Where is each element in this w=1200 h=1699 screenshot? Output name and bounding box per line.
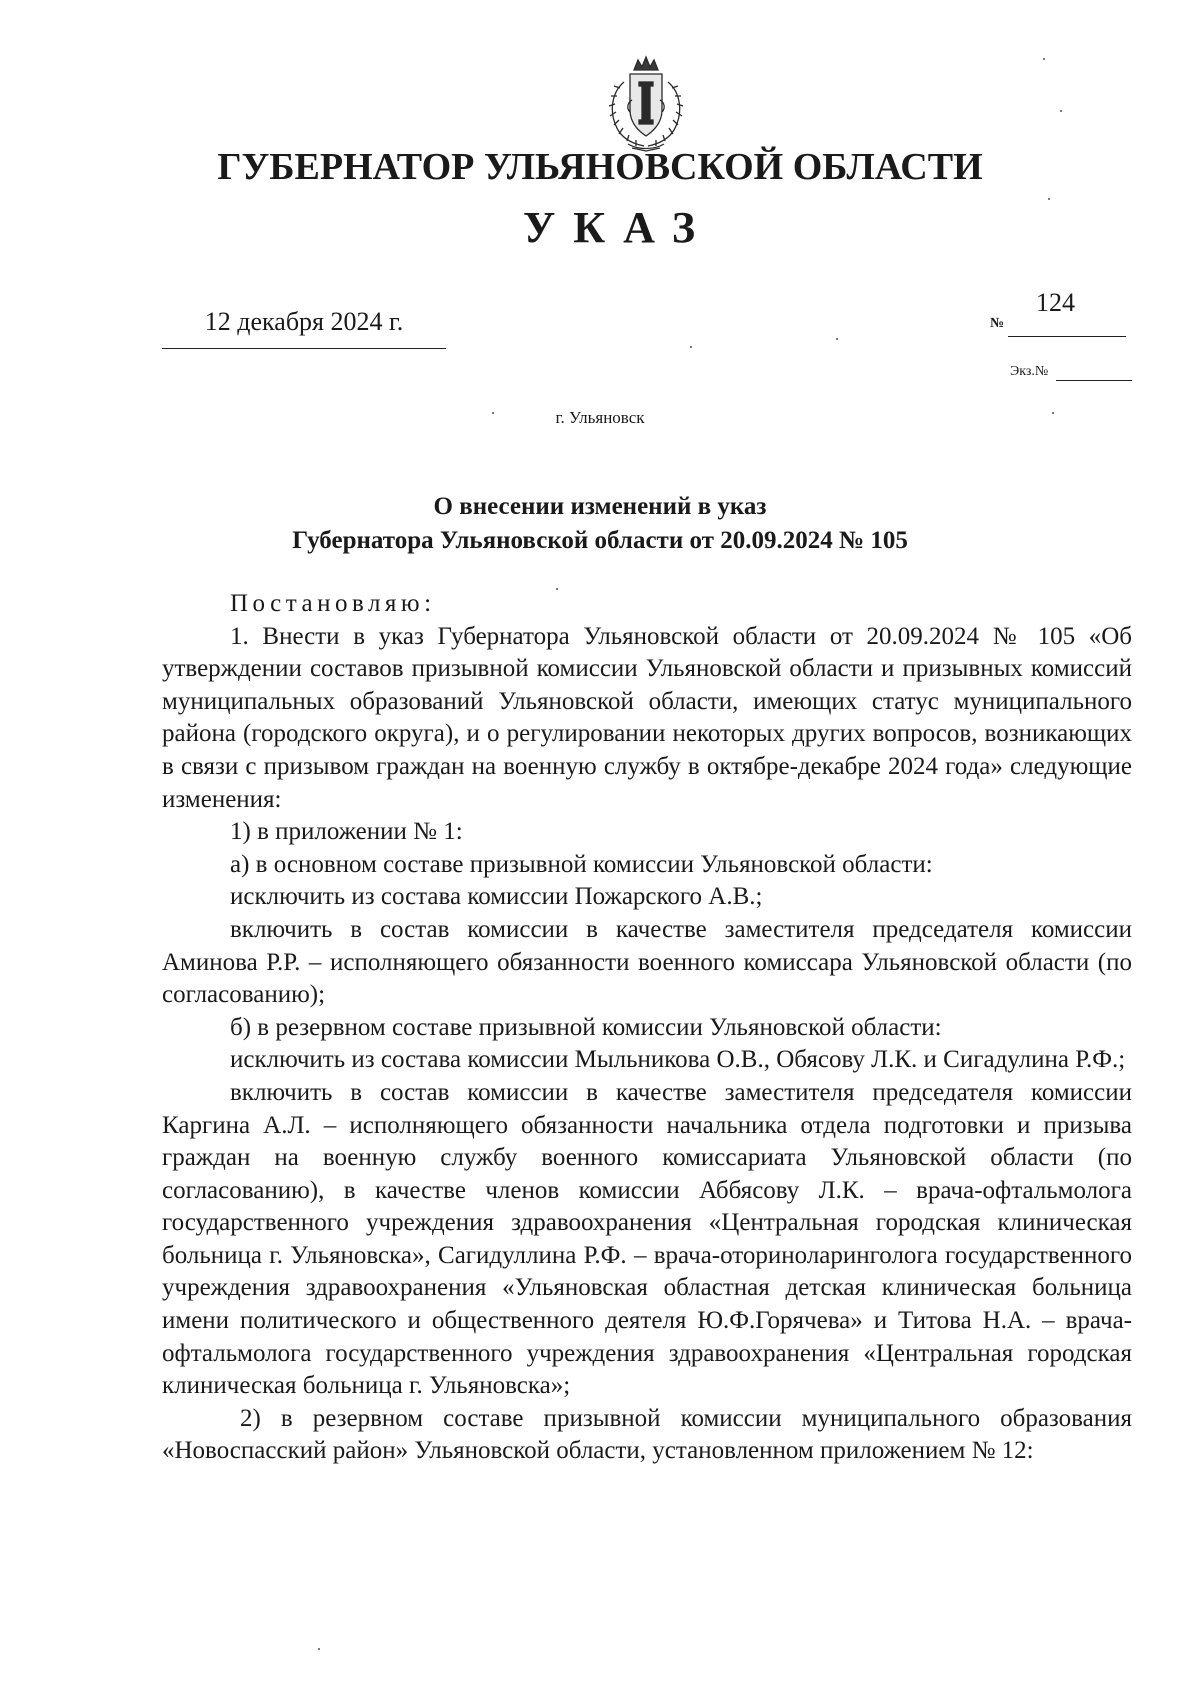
body-paragraph: 2) в резервном составе призывной комиссии муниципального образования «Новоспасский район» Ульяновской области, установленном приложением № 12: xyxy=(162,1404,1132,1465)
scan-speck xyxy=(690,346,692,348)
body-paragraph: 1. Внести в указ Губернатора Ульяновской области от 20.09.2024 № 105 «Об утверждении составов призывной комиссии Ульяновской области и призывных комиссий муниципальных образований Ульяновской области, имеющих статус муниципального района (городского округа), и о регулировании некоторых других вопросов, возникающих в связи с призывом граждан на военную службу в октябре-декабре 2024 года» следующие изменения: xyxy=(162,622,1132,813)
organization-title: ГУБЕРНАТОР УЛЬЯНОВСКОЙ ОБЛАСТИ xyxy=(217,146,983,188)
scan-speck xyxy=(1060,110,1062,112)
scan-speck xyxy=(1043,58,1045,60)
body-paragraph: включить в состав комиссии в качестве заместителя председателя комиссии Аминова Р.Р. – исполняющего обязанности военного комиссара Ульяновской области (по согласованию); xyxy=(162,915,1132,1009)
document-kind: УКАЗ xyxy=(522,203,714,252)
coat-of-arms-icon xyxy=(594,52,698,152)
scan-speck xyxy=(492,412,494,414)
scan-speck xyxy=(836,338,838,340)
scan-speck xyxy=(1048,198,1050,200)
document-number-field xyxy=(990,288,1130,340)
scan-speck xyxy=(1052,412,1054,414)
copy-number-underline xyxy=(1056,380,1132,381)
copy-number-label: Экз.№ xyxy=(1010,364,1049,379)
document-subject xyxy=(0,490,1200,558)
date-field xyxy=(162,302,446,349)
city-line: г. Ульяновск xyxy=(555,408,645,427)
body-paragraph: исключить из состава комиссии Пожарского А.В.; xyxy=(230,883,763,911)
preamble: Постановляю: xyxy=(230,590,436,617)
body-paragraph: а) в основном составе призывной комиссии Ульяновской области: xyxy=(230,850,933,878)
subject-line-1: О внесении изменений в указ xyxy=(433,493,767,520)
body-paragraph: исключить из состава комиссии Мыльникова О.В., Обясову Л.К. и Сигадулина Р.Ф.; xyxy=(230,1046,1126,1074)
scan-speck xyxy=(556,588,558,590)
body-paragraph: включить в состав комиссии в качестве заместителя председателя комиссии Каргина А.Л. – исполняющего обязанности начальника отдела подготовки и призыва граждан на военную службу военного комиссариата Ульяновской области (по согласованию), в качестве членов комиссии Аббясову Л.К. – врача-офтальмолога государственного учреждения здравоохранения «Центральная городская клиническая больница г. Ульяновска», Сагидуллина Р.Ф. – врача-оториноларинголога государственного учреждения здравоохранения «Ульяновская областная детская клиническая больница имени политического и общественного деятеля Ю.Ф.Горячева» и Титова Н.А. – врача-офтальмолога государственного учреждения здравоохранения «Центральная городская клиническая больница г. Ульяновска»; xyxy=(162,1078,1132,1400)
subject-line-2: Губернатора Ульяновской области от 20.09.2024 № 105 xyxy=(292,527,908,554)
body-paragraph: б) в резервном составе призывной комиссии Ульяновской области: xyxy=(230,1013,942,1041)
number-underline xyxy=(1008,336,1126,337)
document-date: 12 декабря 2024 г. xyxy=(204,307,404,336)
number-sign: № xyxy=(990,316,1005,331)
document-number: 124 xyxy=(1036,288,1075,317)
copy-number-field xyxy=(1010,364,1132,388)
scan-speck xyxy=(318,1648,320,1650)
body-paragraph: 1) в приложении № 1: xyxy=(230,818,463,846)
document-body xyxy=(162,588,1132,1468)
